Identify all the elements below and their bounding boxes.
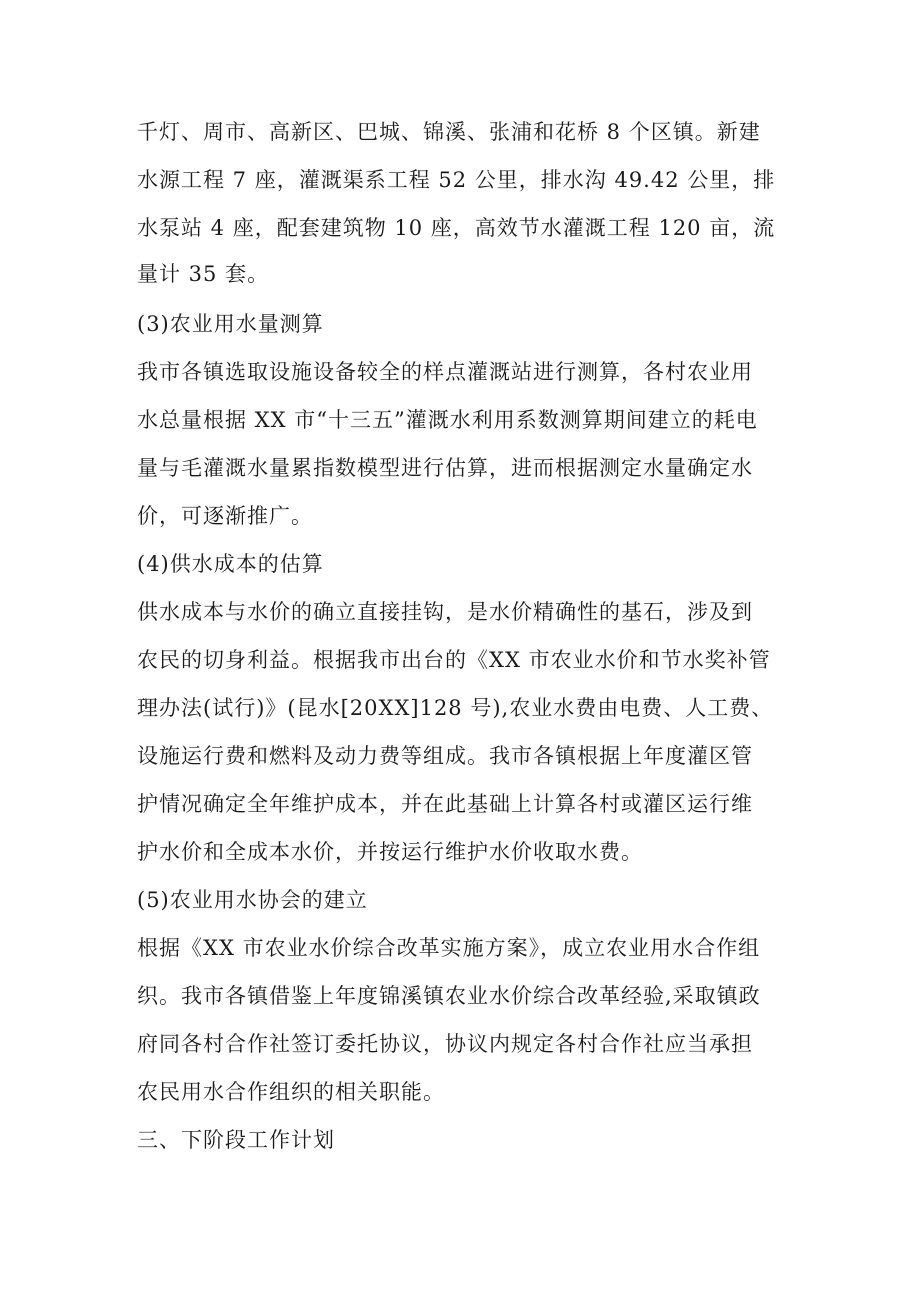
paragraph-line: 价，可逐渐推广。 <box>137 504 313 528</box>
paragraph-line: 织。我市各镇借鉴上年度锦溪镇农业水价综合改革经验,采取镇政 <box>137 984 761 1008</box>
paragraph-line: 供水成本与水价的确立直接挂钩，是水价精确性的基石，涉及到 <box>137 600 753 624</box>
paragraph-line: 量与毛灌溉水量累指数模型进行估算，进而根据测定水量确定水 <box>137 456 753 480</box>
paragraph-line: 水泵站 4 座，配套建筑物 10 座，高效节水灌溉工程 120 亩，流 <box>137 216 776 240</box>
subsection-heading-5: (5)农业用水协会的建立 <box>137 888 368 912</box>
paragraph-line: 理办法(试行)》(昆水[20XX]128 号),农业水费由电费、人工费、 <box>137 696 774 720</box>
paragraph-line: 设施运行费和燃料及动力费等组成。我市各镇根据上年度灌区管 <box>137 744 753 768</box>
paragraph-line: 农民的切身利益。根据我市出台的《XX 市农业水价和节水奖补管 <box>137 648 771 672</box>
paragraph-line: 根据《XX 市农业水价综合改革实施方案》，成立农业用水合作组 <box>137 936 761 960</box>
subsection-heading-3: (3)农业用水量测算 <box>137 312 324 336</box>
subsection-heading-4: (4)供水成本的估算 <box>137 552 324 576</box>
paragraph-line: 农民用水合作组织的相关职能。 <box>137 1080 445 1104</box>
paragraph-line: 水源工程 7 座，灌溉渠系工程 52 公里，排水沟 49.42 公里，排 <box>137 168 776 192</box>
section-title: 三、下阶段工作计划 <box>137 1128 335 1152</box>
paragraph-line: 我市各镇选取设施设备较全的样点灌溉站进行测算，各村农业用 <box>137 360 753 384</box>
paragraph-line: 护水价和全成本水价，并按运行维护水价收取水费。 <box>137 840 643 864</box>
paragraph-line: 护情况确定全年维护成本，并在此基础上计算各村或灌区运行维 <box>137 792 753 816</box>
paragraph-line: 量计 35 套。 <box>137 262 270 286</box>
paragraph-line: 水总量根据 XX 市“十三五”灌溉水利用系数测算期间建立的耗电 <box>137 408 758 432</box>
paragraph-line: 府同各村合作社签订委托协议，协议内规定各村合作社应当承担 <box>137 1032 753 1056</box>
paragraph-line: 千灯、周市、高新区、巴城、锦溪、张浦和花桥 8 个区镇。新建 <box>137 120 761 144</box>
